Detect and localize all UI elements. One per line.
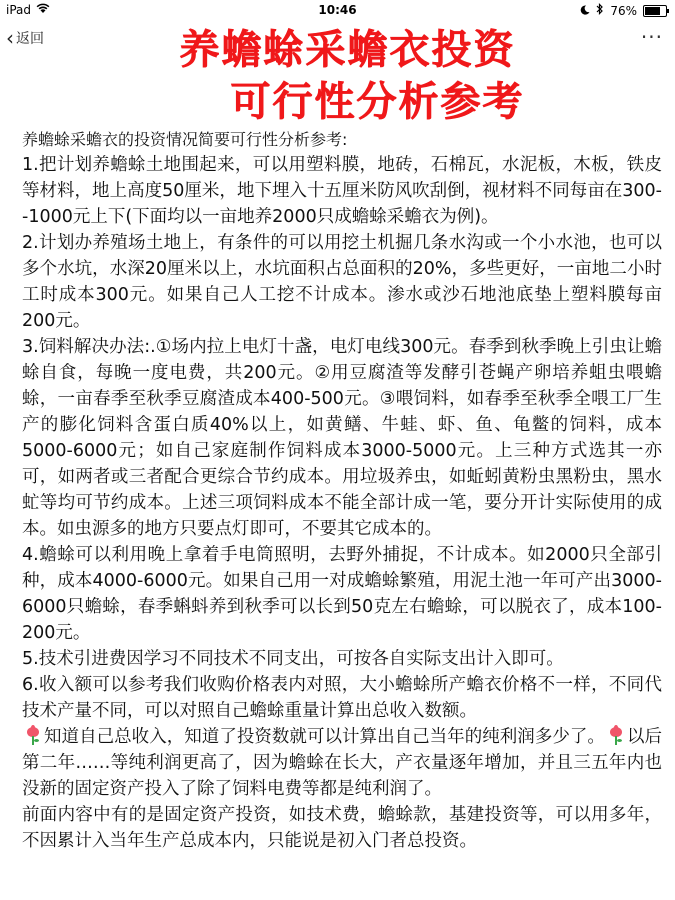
conclusion-text-b: 以后第二年……等纯利润更高了，因为蟾蜍在长大，产衣量逐年增加，并且三五年内也没新的固定资产投入了除了饲料电费等都是纯利润了。 [22,727,663,799]
tulip-icon [25,727,41,745]
closing-paragraph: 前面内容中有的是固定资产投资，如技术费，蟾蜍款，基建投资等，可以用多年，不因累计入当年生产总成本内，只能说是初入门者总投资。 [22,805,662,851]
article-intro: 养蟾蜍采蟾衣的投资情况简要可行性分析参考: [22,130,348,149]
status-right [580,3,667,18]
page-title [0,24,675,128]
device-name: iPad [6,3,32,17]
battery-percent: 76% [610,3,637,18]
article-body [22,128,662,854]
bluetooth-icon [596,3,604,18]
title-line-1: 养蟾蜍采蟾衣投资 [179,27,516,73]
tulip-icon [608,727,624,745]
conclusion-paragraph [22,724,662,802]
back-label: 返回 [16,31,44,47]
paragraph-1: 1.把计划养蟾蜍土地围起来，可以用塑料膜，地砖，石棉瓦，水泥板，木板，铁皮等材料，地上高度50厘米，地下埋入十五厘米防风吹刮倒，视材料不同每亩在300--1000元上下(下面均以一亩地养2000只成蟾蜍采蟾衣为例)。 [22,155,662,227]
paragraph-5: 5.技术引进费因学习不同技术不同支出，可按各自实际支出计入即可。 [22,649,564,669]
battery-icon [643,5,667,17]
paragraph-6: 6.收入额可以参考我们收购价格表内对照，大小蟾蜍所产蟾衣价格不一样，不同代技术产量不同，可以对照自己蟾蜍重量计算出总收入数额。 [22,675,662,721]
battery-level [645,7,660,15]
chevron-left-icon: ‹ [6,26,14,50]
status-time: 10:46 [318,3,357,17]
more-options-button[interactable]: ··· [640,25,663,49]
conclusion-text-a: 知道自己总收入，知道了投资数就可以计算出自己当年的纯利润多少了。 [44,727,605,747]
status-bar [0,0,675,20]
title-line-2: 可行性分析参考 [230,79,525,125]
paragraph-3: 3.饲料解决办法:.①场内拉上电灯十盏，电灯电线300元。春季到秋季晚上引虫让蟾蜍自食，每晚一度电费，共200元。②用豆腐渣等发酵引苍蝇产卵培养蛆虫喂蟾蜍，一亩春季至秋季豆腐渣成本400-500元。③喂饲料，如春季至秋季全喂工厂生产的膨化饲料含蛋白质40%以上，如黄鳝、牛蛙、虾、鱼、龟鳖的饲料，成本5000-6000元；如自己家庭制作饲料成本3000-5000元。上三种方式选其一亦可，如两者或三者配合更综合节约成本。用垃圾养虫，如蚯蚓黄粉虫黑粉虫，黑水虻等均可节约成本。上述三项饲料成本不能全部计成一笔，要分开计实际使用的成本。如虫源多的地方只要点灯即可，不要其它成本的。 [22,337,662,539]
paragraph-4: 4.蟾蜍可以利用晚上拿着手电筒照明，去野外捕捉，不计成本。如2000只全部引种，成本4000-6000元。如果自己用一对成蟾蜍繁殖，用泥土池一年可产出3000-6000只蟾蜍，春季蝌蚪养到秋季可以长到50克左右蟾蜍，可以脱衣了，成本100-200元。 [22,545,662,643]
paragraph-2: 2.计划办养殖场土地上，有条件的可以用挖土机掘几条水沟或一个小水池，也可以多个水坑，水深20厘米以上，水坑面积占总面积的20%，多些更好，一亩地二小时工时成本300元。如果自己人工挖不计成本。渗水或沙石地池底垫上塑料膜每亩200元。 [22,233,662,331]
moon-icon [580,4,590,18]
